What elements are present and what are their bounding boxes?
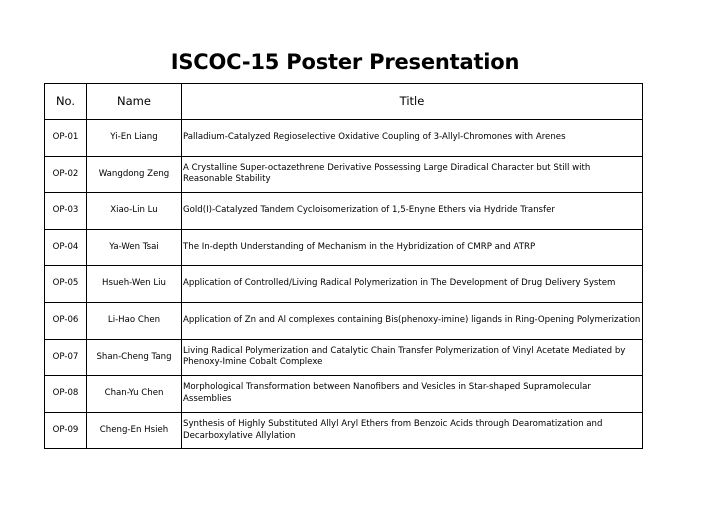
table-row <box>45 156 643 193</box>
column-header-no: No. <box>45 84 87 120</box>
cell-no: OP-02 <box>45 156 87 193</box>
cell-title: Palladium-Catalyzed Regioselective Oxidative Coupling of 3-Allyl-Chromones with Arenes <box>182 120 643 157</box>
cell-title: Living Radical Polymerization and Catalytic Chain Transfer Polymerization of Vinyl Acetate Mediated by Phenoxy-Imine Cobalt Complexe <box>182 339 643 376</box>
table-row <box>45 376 643 413</box>
column-header-name: Name <box>87 84 182 120</box>
cell-no: OP-09 <box>45 412 87 449</box>
table-row <box>45 193 643 230</box>
cell-name: Hsueh-Wen Liu <box>87 266 182 303</box>
cell-name: Yi-En Liang <box>87 120 182 157</box>
cell-no: OP-06 <box>45 302 87 339</box>
cell-no: OP-07 <box>45 339 87 376</box>
cell-title: Synthesis of Highly Substituted Allyl Aryl Ethers from Benzoic Acids through Dearomatization and Decarboxylative Allylation <box>182 412 643 449</box>
poster-presentation-table <box>44 83 643 449</box>
cell-name: Li-Hao Chen <box>87 302 182 339</box>
table-row <box>45 339 643 376</box>
table-row <box>45 120 643 157</box>
cell-title: Gold(I)-Catalyzed Tandem Cycloisomerization of 1,5-Enyne Ethers via Hydride Transfer <box>182 193 643 230</box>
table-row <box>45 302 643 339</box>
cell-name: Cheng-En Hsieh <box>87 412 182 449</box>
page-title: ISCOC-15 Poster Presentation <box>170 50 520 74</box>
cell-no: OP-01 <box>45 120 87 157</box>
cell-title: A Crystalline Super-octazethrene Derivative Possessing Large Diradical Character but Still with Reasonable Stability <box>182 156 643 193</box>
cell-name: Wangdong Zeng <box>87 156 182 193</box>
cell-no: OP-05 <box>45 266 87 303</box>
cell-title: Application of Zn and Al complexes containing Bis(phenoxy-imine) ligands in Ring-Opening Polymerization <box>182 302 643 339</box>
table-row <box>45 229 643 266</box>
table-header-row <box>45 84 643 120</box>
cell-title: Application of Controlled/Living Radical Polymerization in The Development of Drug Delivery System <box>182 266 643 303</box>
cell-name: Chan-Yu Chen <box>87 376 182 413</box>
cell-name: Xiao-Lin Lu <box>87 193 182 230</box>
cell-no: OP-04 <box>45 229 87 266</box>
cell-name: Ya-Wen Tsai <box>87 229 182 266</box>
table-row <box>45 266 643 303</box>
cell-name: Shan-Cheng Tang <box>87 339 182 376</box>
column-header-title: Title <box>182 84 643 120</box>
cell-no: OP-08 <box>45 376 87 413</box>
cell-title: Morphological Transformation between Nanofibers and Vesicles in Star-shaped Supramolecular Assemblies <box>182 376 643 413</box>
table-row <box>45 412 643 449</box>
cell-title: The In-depth Understanding of Mechanism in the Hybridization of CMRP and ATRP <box>182 229 643 266</box>
cell-no: OP-03 <box>45 193 87 230</box>
